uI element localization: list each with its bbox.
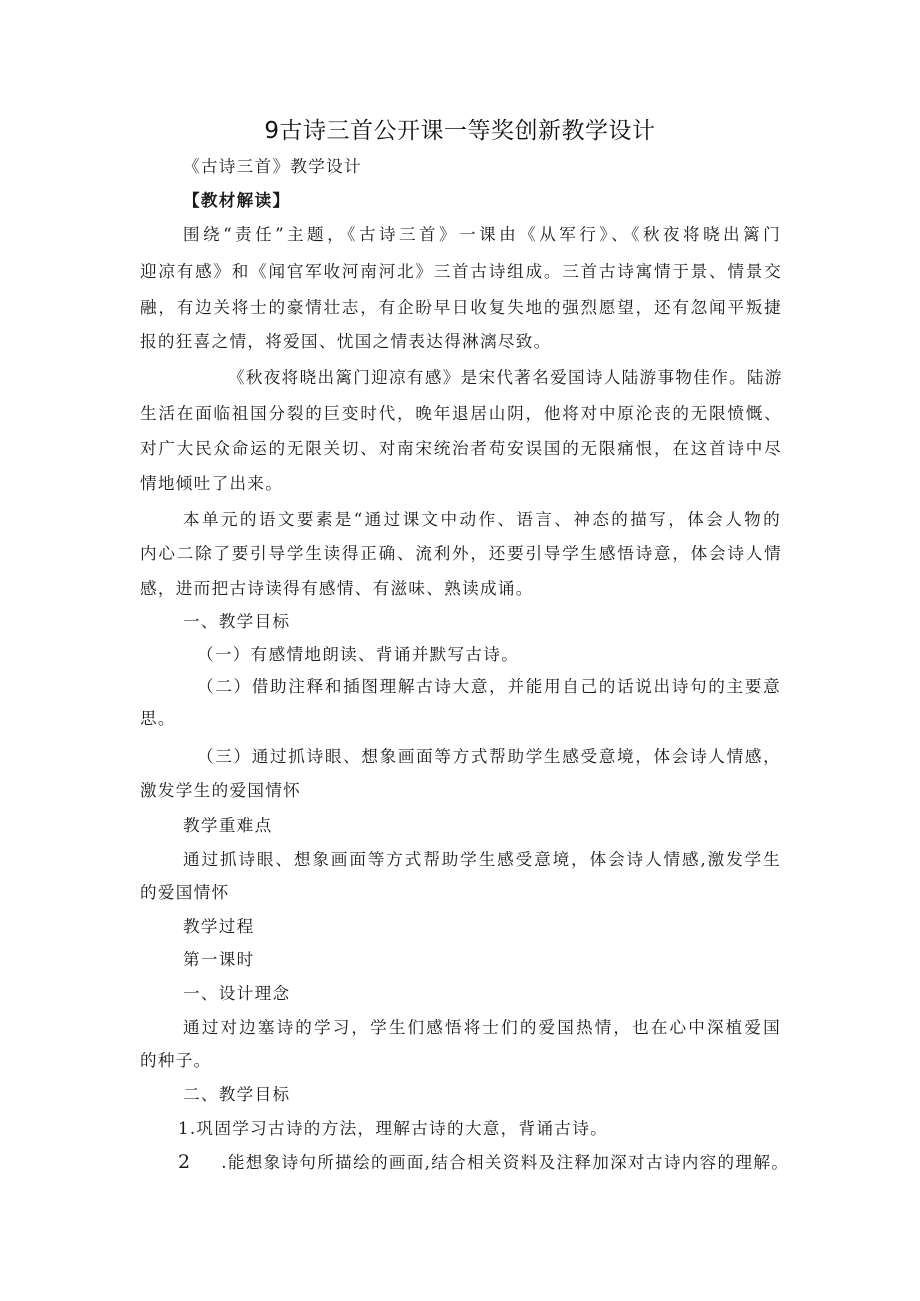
paragraph-line: 融，有边关将士的豪情壮志，有企盼早日收复失地的强烈愿望，还有忽闻平叛捷 bbox=[140, 298, 782, 317]
section-heading-concept: 一、设计理念 bbox=[183, 984, 291, 1003]
paragraph-line: 《秋夜将晓出篱门迎凉有感》是宋代著名爱国诗人陆游事物佳作。陆游 bbox=[228, 368, 783, 387]
section-heading-textbook: 【教材解读】 bbox=[183, 190, 291, 210]
goal-item: （一）有感情地朗读、背诵并默写古诗。 bbox=[197, 645, 520, 664]
document-subtitle: 《古诗三首》教学设计 bbox=[183, 157, 362, 176]
list-item-number: 2 bbox=[178, 1151, 191, 1173]
lesson-heading: 第一课时 bbox=[183, 950, 255, 969]
paragraph-line: 内心二除了要引导学生读得正确、流利外，还要引导学生感悟诗意，体会诗人情 bbox=[140, 544, 782, 563]
paragraph-line: 通过抓诗眼、想象画面等方式帮助学生感受意境，体会诗人情感,激发学生 bbox=[183, 850, 781, 869]
section-heading-goals-2: 二、教学目标 bbox=[183, 1085, 291, 1104]
paragraph-line: 生活在面临祖国分裂的巨变时代，晚年退居山阴，他将对中原沦丧的无限愤慨、 bbox=[140, 404, 782, 423]
paragraph-line: 对广大民众命运的无限关切、对南宋统治者苟安误国的无限痛恨，在这首诗中尽 bbox=[140, 439, 782, 458]
paragraph-line: 情地倾吐了出来。 bbox=[140, 474, 284, 493]
paragraph-line: 的爱国情怀 bbox=[140, 883, 230, 902]
section-heading-goals: 一、教学目标 bbox=[183, 612, 291, 631]
paragraph-line: 报的狂喜之情，将爱国、忧国之情表达得淋漓尽致。 bbox=[140, 332, 552, 351]
section-heading-process: 教学过程 bbox=[183, 917, 255, 936]
goal-item-continued: 激发学生的爱国情怀 bbox=[140, 781, 302, 800]
goal-item: （二）借助注释和插图理解古诗大意，并能用自己的话说出诗句的主要意 bbox=[197, 677, 781, 696]
goal-item: （三）通过抓诗眼、想象画面等方式帮助学生感受意境，体会诗人情感， bbox=[197, 747, 781, 766]
document-title: 9古诗三首公开课一等奖创新教学设计 bbox=[264, 118, 656, 144]
paragraph-line: 感，进而把古诗读得有感情、有滋味、熟读成诵。 bbox=[140, 579, 534, 598]
paragraph-line: 的种子。 bbox=[140, 1051, 212, 1070]
list-item bbox=[178, 1151, 789, 1174]
paragraph-line: 迎凉有感》和《闻官军收河南河北》三首古诗组成。三首古诗寓情于景、情景交 bbox=[140, 262, 782, 281]
goal-item-continued: 思。 bbox=[140, 709, 176, 728]
list-item: 1.巩固学习古诗的方法，理解古诗的大意，背诵古诗。 bbox=[178, 1119, 608, 1138]
list-item-text: .能想象诗句所描绘的画面,结合相关资料及注释加深对古诗内容的理解。 bbox=[221, 1153, 790, 1172]
section-heading-key-points: 教学重难点 bbox=[183, 816, 273, 835]
paragraph-line: 本单元的语文要素是“通过课文中动作、语言、神态的描写，体会人物的 bbox=[183, 510, 781, 529]
paragraph-line: 通过对边塞诗的学习，学生们感悟将士们的爱国热情，也在心中深植爱国 bbox=[183, 1018, 781, 1037]
paragraph-line: 围绕“责任”主题，《古诗三首》一课由《从军行》、《秋夜将晓出篱门 bbox=[183, 225, 781, 244]
